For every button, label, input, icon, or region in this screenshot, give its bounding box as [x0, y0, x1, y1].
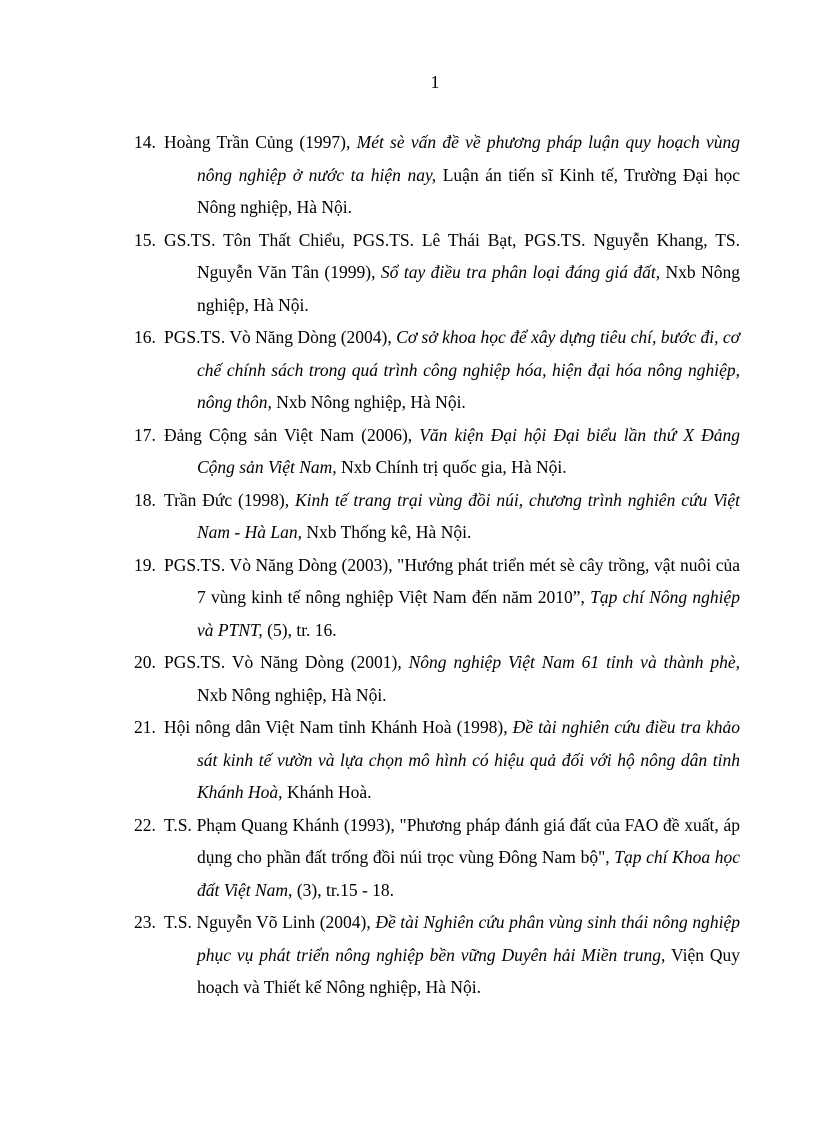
reference-title: Sổ tay điều tra phân loại đáng giá đất, — [380, 262, 661, 282]
reference-number: 17. — [134, 424, 156, 445]
reference-publisher: Nxb Thống kê, Hà Nội. — [306, 522, 472, 542]
reference-number: 20. — [134, 652, 156, 672]
reference-title: Đề tài Nghiên cứu phân vùng sinh thái nông nghiệp phục vụ phát triển nông nghiệp bền vững Duyên hải Miền trung, — [197, 912, 741, 965]
reference-item — [134, 549, 740, 647]
reference-list — [134, 126, 740, 1004]
reference-publisher: Nxb Nông nghiệp, Hà Nội. — [197, 262, 741, 315]
reference-title: Đề tài nghiên cứu điều tra khảo sát kinh tế vườn và lựa chọn mô hình có hiệu quả đối với hộ nông dân tỉnh Khánh Hoà, — [197, 717, 741, 802]
reference-authors: T.S. Phạm Quang Khánh (1993), "Phương pháp đánh giá đất của FAO đề xuất, áp dụng cho phần đất trống đồi núi trọc vùng Đông Nam bộ", — [164, 814, 740, 867]
reference-number: 16. — [134, 327, 156, 347]
reference-publisher: Nxb Chính trị quốc gia, Hà Nội. — [341, 457, 567, 477]
reference-title: Nông nghiệp Việt Nam 61 tỉnh và thành phè, — [408, 652, 740, 672]
reference-authors: Đảng Cộng sản Việt Nam (2006), — [164, 424, 413, 445]
reference-authors: PGS.TS. Vò Năng Dòng (2003), "Hướng phát triển mét sè cây trồng, vật nuôi của 7 vùng kinh tế nông nghiệp Việt Nam đến năm 2010”, — [164, 554, 740, 607]
reference-authors: T.S. Nguyễn Võ Linh (2004), — [164, 912, 371, 932]
reference-item — [134, 711, 740, 809]
reference-number: 15. — [134, 229, 156, 250]
reference-authors: GS.TS. Tôn Thất Chiểu, PGS.TS. Lê Thái Bạt, PGS.TS. Nguyễn Khang, TS. Nguyễn Văn Tân (1999), — [164, 229, 740, 282]
reference-title: Văn kiện Đại hội Đại biểu lần thứ X Đảng Cộng sản Việt Nam, — [197, 424, 740, 477]
reference-authors: Hội nông dân Việt Nam tỉnh Khánh Hoà (1998), — [164, 717, 508, 737]
reference-publisher: (3), tr.15 - 18. — [296, 879, 395, 900]
reference-item — [134, 321, 740, 419]
reference-authors: Trần Đức (1998), — [164, 489, 290, 510]
reference-number: 22. — [134, 814, 156, 835]
reference-authors: Hoàng Trần Củng (1997), — [164, 132, 351, 152]
reference-item — [134, 809, 740, 907]
reference-publisher: (5), tr. 16. — [267, 619, 337, 640]
reference-item — [134, 419, 740, 484]
reference-publisher: Khánh Hoà. — [286, 782, 372, 802]
reference-item — [134, 646, 740, 711]
reference-title: Tạp chí Nông nghiệp và PTNT, — [197, 587, 740, 640]
reference-item — [134, 224, 740, 322]
reference-number: 19. — [134, 554, 156, 575]
reference-number: 18. — [134, 489, 156, 510]
reference-item — [134, 126, 740, 224]
reference-title: Cơ sở khoa học để xây dựng tiêu chí, bước đi, cơ chế chính sách trong quá trình công nghiệp hóa, hiện đại hóa nông nghiệp, nông thôn, — [197, 327, 741, 412]
reference-item — [134, 484, 740, 549]
page-number: 1 — [430, 72, 440, 92]
reference-publisher: Luận án tiến sĩ Kinh tế, Trường Đại học Nông nghiệp, Hà Nội. — [197, 164, 740, 217]
reference-publisher: Nxb Nông nghiệp, Hà Nội. — [276, 392, 466, 412]
reference-publisher: Viện Quy hoạch và Thiết kế Nông nghiệp, Hà Nội. — [197, 944, 741, 997]
reference-number: 23. — [134, 912, 156, 932]
reference-publisher: Nxb Nông nghiệp, Hà Nội. — [197, 684, 387, 705]
reference-authors: PGS.TS. Vò Năng Dòng (2001), — [164, 652, 402, 672]
reference-title: Mét sè vấn đề về phương pháp luận quy hoạch vùng nông nghiệp ở nước ta hiện nay, — [197, 132, 741, 185]
reference-title: Tạp chí Khoa học đất Việt Nam, — [197, 847, 740, 900]
reference-authors: PGS.TS. Vò Năng Dòng (2004), — [164, 327, 392, 347]
reference-number: 21. — [134, 717, 156, 737]
reference-number: 14. — [134, 132, 156, 152]
reference-title: Kinh tế trang trại vùng đồi núi, chương trình nghiên cứu Việt Nam - Hà Lan, — [197, 489, 741, 542]
reference-item — [134, 906, 740, 1004]
